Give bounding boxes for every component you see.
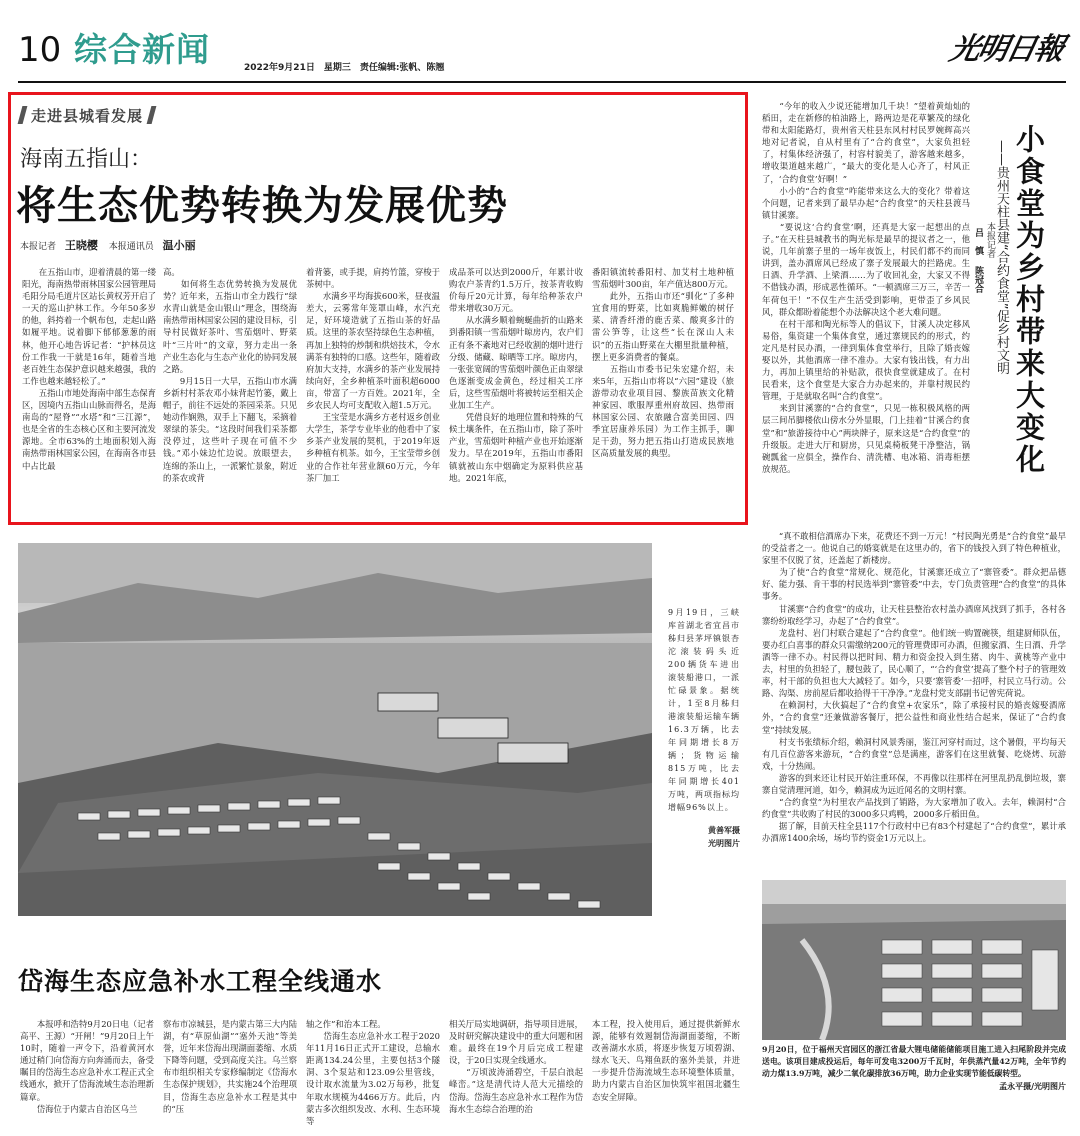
story2-column-1: 本报呼和浩特9月20日电（记者高平、王源）“开闸！”9月20日上午10时，随着一声令下，沿着黄河水通过稍门向岱海方向奔涌而去，备受瞩目的岱海生态应急补水工程正式全线通水，掀开了岱海流域生态治理新篇章。 岱海位于内蒙古自治区乌兰 — [20, 1019, 154, 1114]
byline-name: 陈冠合 — [973, 265, 983, 293]
story3-byline — [972, 222, 996, 293]
byline-name: 温小丽 — [162, 239, 196, 252]
industrial-park-illustration — [762, 880, 1066, 1040]
feature-kicker: 海南五指山： — [20, 147, 153, 172]
byline-name: 吕 慎 — [973, 228, 983, 255]
story2-column-3: 轴之作”和治本工程。 岱海生态应急补水工程于2020年11月16日正式开工建设，总输水距离134.24公里，主要包括3个隧洞、3个泵站和123.09公里管线，设计取水流量为3.02万每秒，批复年取水规模为4466万方。此后，内蒙古多次组织发改、水利、生态环境等 — [306, 1019, 440, 1126]
section-title: 综合新闻 — [74, 30, 210, 69]
byline-name: 王晓樱 — [64, 239, 98, 252]
port-photo-caption — [668, 606, 740, 850]
column-tag-label: 走进县城看发展 — [31, 106, 144, 125]
story3-column-2: “真不敢相信酒席办下来，花费还不到一万元！”村民陶光勇是“合约食堂”最早的受益者之一。他说自己的婚宴就是在这里办的，省下的钱投入到了特色种植业，家里不仅脱了贫，还盖起了新楼房。 为了使“合约食堂”常规化、规范化，甘溪寨还成立了“寨管委”。群众把品德好、能力强、肯干事的村民选举到“寨管委”中去，专门负责管理“合约食堂”的具体事务。 甘溪寨“合约食堂”的成功，让天柱县整治农村盖办酒席风找到了抓手，各村各寨纷纷取经学习，办起了“合约食堂”。 龙盘村、岩门村联合建起了“合约食堂”。他们统一购置碗筷，组建厨师队伍，要办红白喜事的群众只需缴纳200元的管理费即可办酒，但搬家酒、生日酒、升学酒等一律不办。村民得以把时间、精力和资金投入到生猪、肉牛、黄桃等产业中去，村里的负担轻了，腰包鼓了，民心顺了，“‘合约食堂’提高了整个村子的管理效率，村干部的负担也大大减轻了。如今，只要‘寨管委’一招呼，村民立马行动。公路、沟渠、房前屋后都收拾得干干净净。”龙盘村党支部副书记曾宪荷说。 在赖洞村，大伙搞起了“合约食堂+农家乐”，除了承接村民的婚丧嫁娶酒席外，“合约食堂”还兼做游客餐厅，把公益性和商业性结合起来，保证了“合约食堂”持续发展。 村支书张绩标介绍，赖洞村风景秀丽，鉴江河穿村而过，这个暑假，平均每天有几百位游客来游玩，“合约食堂”总是满座，游客们在这里就餐、吃烧烤、玩游戏，十分热闹。 游客的到来还让村民开始注重环保，不再像以往那样在河里乱扔乱倒垃圾，寨寨自觉清理河道，如今，赖洞成为远近闻名的文明村寨。 “合约食堂”为村里农产品找到了销路，为大家增加了收入。去年，赖洞村“合约食堂”共收购了村民的3000多只鸡鸭，2000多斤稻田鱼。 据了解，目前天柱全县117个行政村中已有83个村建起了“合约食堂”，累计承办酒席1400余场，场均节约资金1万元以上。 — [762, 531, 1066, 844]
feature-column-2: 高。 如何将生态优势转换为发展优势？近年来，五指山市全力践行“绿水青山就是金山银山”理念，围绕海南热带雨林国家公园的建设目标，引导村民做好茶叶、雪茄烟叶、野菜叶“三片叶”的文章，努力走出一条产业生态化与生态产业化的协同发展之路。 9月15日一大早，五指山市水满乡新村村茶农邓小妹背起竹篓，戴上帽子，前往不远处的茶园采茶。只见她动作娴熟，双手上下翻飞，采摘着翠绿的茶尖。“这段时间我们采茶都没停过，这些叶子现在可值不少钱。”邓小妹边忙边说。放眼望去，连绵的茶山上，一派繁忙景象，附近的茶农或背 — [163, 267, 297, 483]
paper-logo: 光明日報 — [946, 32, 1066, 67]
feature-headline: 将生态优势转换为发展优势 — [16, 183, 508, 229]
story2-headline: 岱海生态应急补水工程全线通水 — [18, 967, 383, 996]
story3-subheadline: ——贵州天柱县建“合约食堂”促乡村文明 — [994, 140, 1009, 375]
photo-credit: 黄善军摄 — [708, 825, 740, 835]
byline-prefix: 本报通讯员 — [108, 242, 154, 252]
story2-column-4: 相关厅局实地调研，指导项目进展，及时研究解决建设中的重大问题和困难。最终在19个月后完成工程建设，于20日实现全线通水。 “万顷波涛涌碧空，千层白浪起峰峦。”这是清代诗人范大元描绘的岱海。岱海生态应急补水工程作为岱海水生态综合治理的治 — [449, 1019, 583, 1114]
photo-source: 光明图片 — [708, 838, 740, 848]
feature-byline — [20, 238, 196, 255]
header-divider — [18, 81, 1066, 83]
port-photo-illustration — [18, 543, 652, 916]
masthead — [0, 0, 1080, 84]
column-tag — [20, 104, 154, 126]
story3-lead-column: “今年的收入少说还能增加几千块！”望着黄灿灿的稻田，走在新修的柏油路上，路两边是花草繁茂的绿化带和太阳能路灯，贵州省天柱县东风村村民罗婉辉高兴地对记者说，自从村里有了“合约食堂”，大家负担轻了，村集体经济强了，村容村貌美了，游客越来越多，增收渠道越来越广，“最大的变化是人心齐了，村风正了，‘合约食堂’好啊！” 小小的“合约食堂”咋能带来这么大的变化？带着这个问题，记者来到了最早办起“合约食堂”的天柱县渡马镇甘溪寨。 “要说这‘合约食堂’啊，还真是大家一起想出的点子。”在天柱县城教书的陶光标是最早的提议者之一，他说，几年前寨子里的一场年夜饭上，村民们都不约而同讲到，盖办酒席风已经成了寨子发展最大的拦路虎。生日酒、升学酒、上梁酒……为了收回礼金，大家又不得不借钱办酒，形成恶性循环。“一顿酒席三万三，辛苦一年荷包干！”不仅生产生活受到影响，更带歪了乡风民风，群众都盼着能想个办法解决这个老大难问题。 在村干部和陶光标等人的倡议下，甘溪人决定移风易俗，集资建一个集体食堂，通过寨规民约的形式，约定凡是村民办酒，一律到集体食堂举行，且除了婚丧嫁娶以外，其他酒席一律不准办。大家有钱出钱，有力出力，再加上镇里给的补贴款，很快食堂就建成了。在村民看来，这个食堂是大家合力办起来的，并靠村规民约管理，于是就取名叫“合约食堂”。 来到甘溪寨的“合约食堂”，只见一栋积极风格的两层三间吊脚楼依山傍水分外显眼，门上挂着“甘溪合约食堂”和“旅游接待中心”两块牌子，原来这是“合约食堂”的升级版。走进大厅和厨房，只见桌椅板凳干净整洁，锅碗瓢盆一应俱全，操作台、清洗槽、电冰箱、消毒柜摆放规范。 — [762, 101, 970, 474]
feature-column-1: 在五指山市，迎着清晨的第一缕阳光，海南热带雨林国家公园管理局毛阳分局毛道片区站长黄权芳开启了一天的巡山护林工作。今年50多岁的他，斜挎着一个帆布包，走起山路如履平地。说着脚下郁郁葱葱的雨林，他开心地告诉记者：“护林员这份工作我一干就是16年，随着当地老百姓生态保护意识越来越强，我的工作也越来越轻松了。” 五指山市地处海南中部生态保育区，因境内五指山山脉而得名，是海南岛的“屋脊”“水塔”和“三江源”，也是全省的生态核心区和主要河流发源地。全市63%的土地面积划入海南热带雨林国家公园，在海南各市县中占比最 — [22, 267, 156, 471]
byline-prefix: 本报记者 — [20, 242, 57, 252]
caption-text: 9月19日，三峡库首湖北省宜昌市秭归县茅坪镇银杏沱滚装码头近200辆货车进出滚装船港口，一派忙碌景象。据统计，1至8月秭归港滚装船运输车辆16.3万辆，比去年同期增长8万辆；货物运输815万吨，比去年同期增长401万吨，两项指标均增幅96%以上。 — [668, 608, 740, 812]
port-photo — [18, 543, 652, 916]
story2-column-2: 察布市凉城县，是内蒙古第三大内陆湖，有“草原仙湖”“塞外天池”等美誉，近年来岱海出现湖面萎缩、水质下降等问题，受到高度关注。乌兰察布市组织相关专家修编制定《岱海水生态保护规划》，共实施24个治理项目，岱海生态应急补水工程是其中的“压 — [163, 1019, 297, 1114]
story3-headline: 小食堂为乡村带来大变化 — [1012, 124, 1046, 476]
column-tag-bar-left — [18, 106, 28, 124]
industrial-park-photo — [762, 880, 1066, 1040]
byline-prefix: 本报记者 — [985, 222, 995, 258]
date-line: 2022年9月21日 星期三 责任编辑:张帆、陈翘 — [244, 63, 445, 73]
industrial-park-caption — [762, 1044, 1066, 1092]
story2-column-5: 本工程，投入使用后，通过提供新鲜水源，能够有效遏制岱海湖面萎缩，不断改善湖水水质，将逐步恢复万顷碧湖、绿水飞天、鸟翔鱼跃的塞外美景，并进一步提升岱海流域生态环境整体质量，助力内蒙古自治区加快筑牢祖国北疆生态安全屏障。 — [592, 1019, 740, 1102]
feature-column-5: 番阳镇流转番阳村、加艾村土地种植雪茄烟叶300亩，年产值达800万元。 此外，五指山市还“驯化”了多种宜食用的野菜，比如爽脆鲜嫩的树仔菜、清香纤滑的鹿舌菜、酸爽多汁的雷公笋等，让这些“长在深山人未识”的五指山野菜在大棚里批量种植，摆上更多消费者的餐桌。 五指山市委书记朱宏建介绍，未来5年，五指山市将以“六园”建设（旅游带动农业项目园、黎族苗族文化精神家园、歌服厚重州府故园、热带雨林国家公园、农旅融合富美田园、四季宜居康养乐园）为工作主抓手，聊足干劲，努力把五指山打造成民族地区高质量发展的典型。 — [592, 267, 734, 459]
feature-column-4: 成品茶可以达到2000斤，年累计收购农户茶青约1.5万斤，按茶青收购价每斤20元计算，每年给种茶农户带来增收30万元。 从水满乡顺着蜿蜒曲折的山路来到番阳镇一雪茄烟叶晾房内，农户们正有条不紊地对已经收割的烟叶进行分级、储藏、晾晒等工序。晾房内，一张张宽阔的雪茄烟叶颜色正由翠绿色逐渐变成金黄色，经过相关工序后，这些雪茄烟叶将被转运至相关企业加工生产。 凭借良好的地理位置和特殊的气候土壤条件，在五指山市，除了茶叶产业，雪茄烟叶种植产业也开始逐渐发力。早在2019年，五指山市番阳镇就被山东中烟确定为原料供应基地。2021年底， — [449, 267, 583, 483]
feature-column-3: 着背篓，或手提，肩挎竹篮，穿梭于茶树中。 水满乡平均海拔600米，昼夜温差大，云雾常年笼罩山峰，水汽充足，好环境造就了五指山茶的好品质。这里的茶农坚持绿色生态种植，再加上独特的炒制和烘焙技术，令水满茶有独特的口感。这些年，随着政府加大支持，水满乡的茶产业发展持续向好，全乡种植茶叶面积超6000亩，带富了一方百姓。2021年，全乡农民人均可支配收入超1.5万元。 王宝莹是水满乡方老村返乡创业大学生，茶学专业毕业的他看中了家乡茶产业发展的契机，于2019年返乡种植有机茶。如今，王宝莹带乡创业的合作社年营业额60万元，今年茶厂加工 — [306, 267, 440, 483]
page-number: 10 — [18, 30, 62, 70]
photo-credit: 孟永平摄/光明图片 — [999, 1081, 1066, 1091]
caption-text: 9月20日，位于福州天宫园区的浙江省最大锂电储能储能项目施工进入扫尾阶段并完成送电。该项目建成投运后，每年可发电3200万千瓦时，年供蒸汽量42万吨，全年节约动力煤13.9万吨，减少二氧化碳排放36万吨，助力企业实现节能低碳转型。 — [762, 1045, 1066, 1078]
